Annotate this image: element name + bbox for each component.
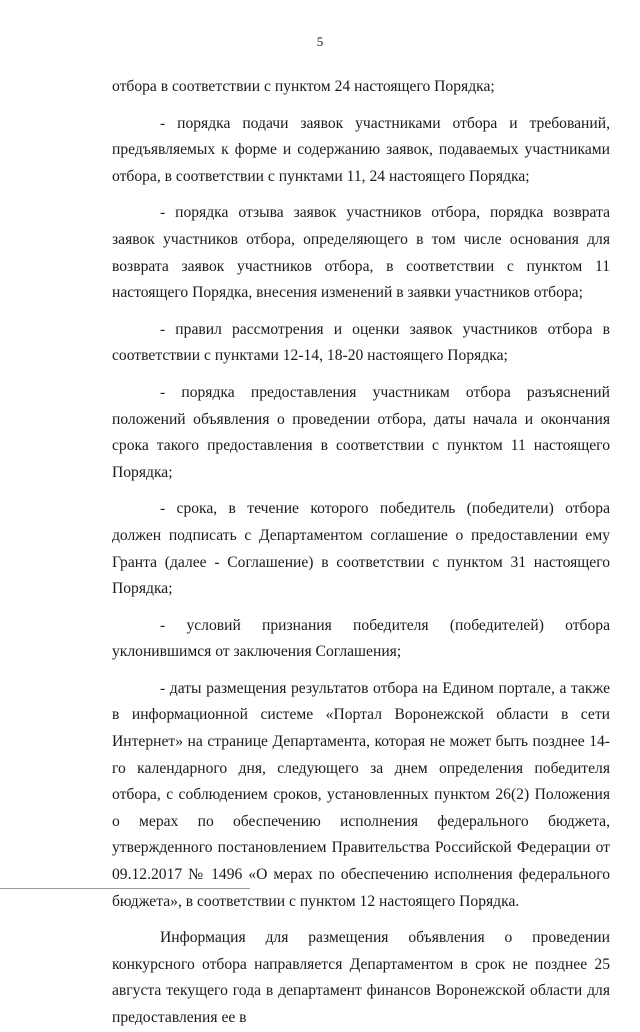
paragraph: - порядка предоставления участникам отбора разъяснений положений объявления о проведении отбора, даты начала и окончания срока такого предоставления в соответствии с пунктом 11 настоящего Порядка; — [112, 383, 610, 481]
paragraph: - даты размещения результатов отбора на Едином портале, а также в информационной системе «Портал Воронежской области в сети Интернет» на странице Департамента, которая не может быть позднее 14-го календарного дня, следующего за днем определения победителя отбора, с соблюдением сроков, установленных пунктом 26(2) Положения о мерах по обеспечению исполнения федерального бюджета, утвержденного постановлением Правительства Российской Федерации от 09.12.2017 № 1496 «О мерах по обеспечению исполнения федерального бюджета», в соответствии с пунктом 12 настоящего Порядка. — [112, 679, 610, 910]
paragraph: - порядка подачи заявок участниками отбора и требований, предъявляемых к форме и содержанию заявок, подаваемых участниками отбора, в соответствии с пунктами 11, 24 настоящего Порядка; — [112, 114, 610, 185]
paragraph: Информация для размещения объявления о проведении конкурсного отбора направляется Департаментом в срок не позднее 25 августа текущего года в департамент финансов Воронежской области для предоставления ее в — [112, 929, 610, 1026]
paragraph: - условий признания победителя (победителей) отбора уклонившимся от заключения Соглашения; — [112, 616, 610, 661]
paragraph: - порядка отзыва заявок участников отбора, порядка возврата заявок участников отбора, определяющего в том числе основания для возврата заявок участников отбора, в соответствии с пунктом 11 настоящего Порядка, внесения изменений в заявки участников отбора; — [112, 204, 610, 302]
bottom-rule — [0, 888, 250, 889]
paragraph: отбора в соответствии с пунктом 24 настоящего Порядка; — [112, 78, 495, 95]
paragraph: - срока, в течение которого победитель (победители) отбора должен подписать с Департаментом соглашение о предоставлении ему Гранта (далее - Соглашение) в соответствии с пунктом 31 настоящего Порядка; — [112, 500, 610, 598]
page-number: 5 — [316, 34, 324, 49]
paragraph: - правил рассмотрения и оценки заявок участников отбора в соответствии с пунктами 12-14, 18-20 настоящего Порядка; — [112, 320, 610, 365]
